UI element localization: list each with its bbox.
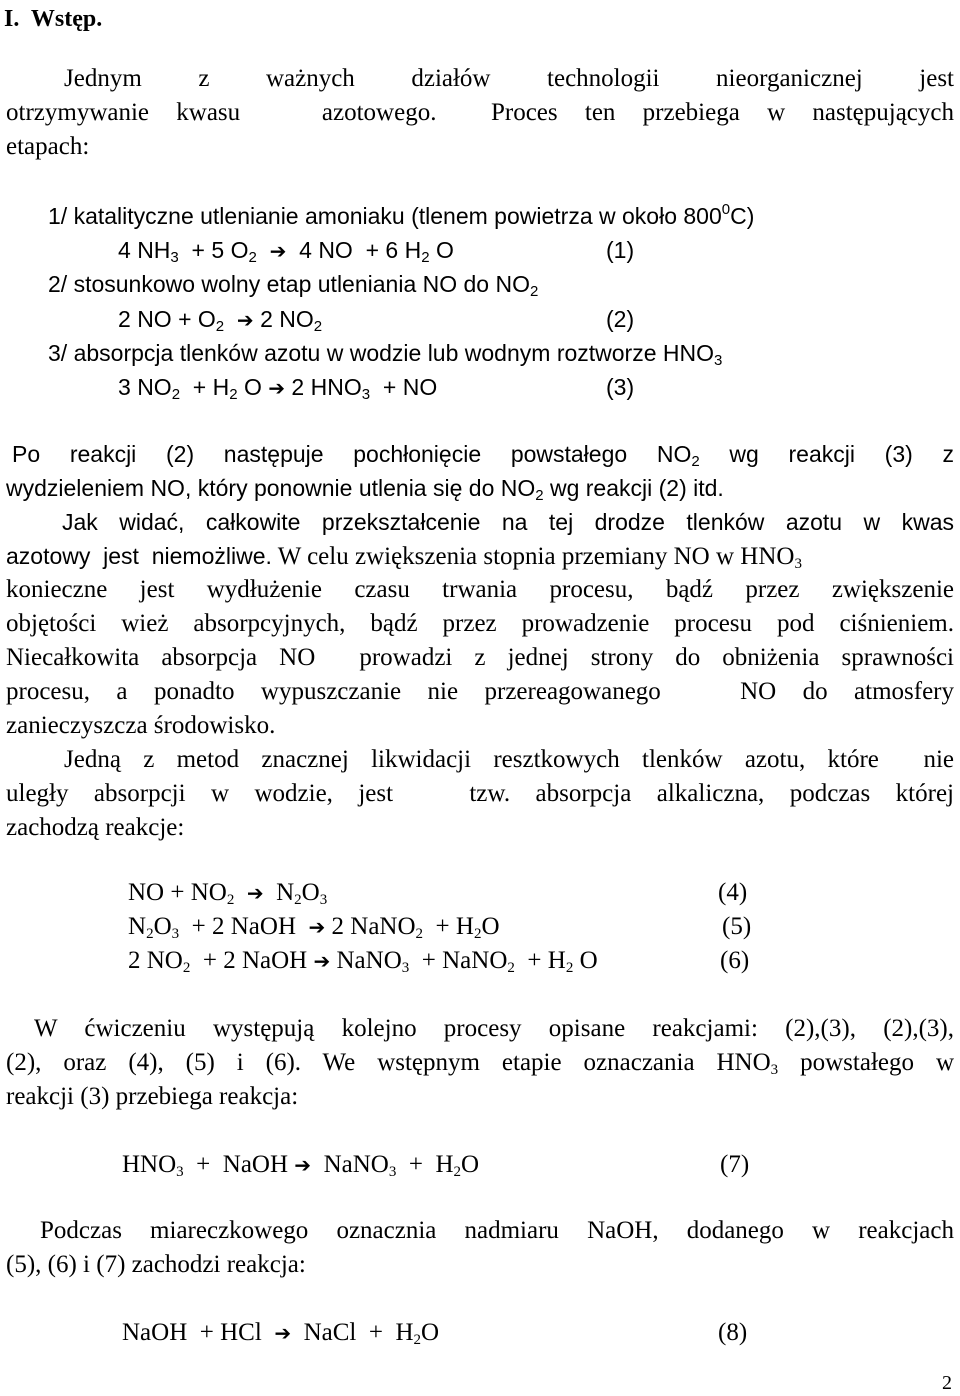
arrow-icon: ➔ — [246, 881, 264, 905]
reaction-3: 3 $NO_2 + H_2$ O ➔ 2 $HNO_3$ + NO — [118, 374, 438, 403]
reaction-4-number: (4) — [718, 879, 748, 906]
reaction-1-number: (1) — [606, 237, 635, 263]
paragraph-5-line-1: Podczas miareczkowego oznacznia nadmiaru NaOH, dodanego w reakcjach — [40, 1217, 954, 1244]
arrow-icon: ➔ — [268, 376, 286, 400]
arrow-icon: ➔ — [269, 239, 287, 263]
reaction-1: 4 $NH_3 + 5$ $O_2$ ➔ 4 NO + 6 $H_2$ O — [118, 237, 454, 266]
stage-2-text: 2/ stosunkowo wolny etap utleniania NO do $NO_2$ — [48, 271, 539, 300]
arrow-icon: ➔ — [294, 1153, 312, 1177]
paragraph-1-line-2: wydzieleniem NO, który ponownie utlenia się do $NO_2$ wg reakcji (2) itd. — [6, 475, 724, 504]
reaction-7-number: (7) — [720, 1151, 750, 1178]
paragraph-2-line-6: procesu, a ponadto wypuszczanie nie przereagowanego NO do atmosfery — [6, 678, 954, 705]
reaction-6: 2 $NO_2 + 2$ NaOH ➔ NaNO$_3$ + NaNO$_2$ + $H_2$ O — [128, 947, 598, 976]
reaction-5-number: (5) — [722, 913, 752, 940]
intro-line-1: Jednym z ważnych działów technologii nieorganicznej jest — [64, 65, 954, 92]
reaction-5: $N_2O_3 + 2$ NaOH ➔ 2 NaNO$_2$ + $H_2O$ — [128, 913, 500, 942]
reaction-7: $HNO_3$ + NaOH ➔ NaNO$_3$ + $H_2O$ — [122, 1151, 480, 1180]
paragraph-5-line-2: (5), (6) i (7) zachodzi reakcja: — [6, 1251, 306, 1278]
paragraph-3-line-2: uległy absorpcji w wodzie, jest tzw. absorpcja alkaliczna, podczas której — [6, 780, 954, 807]
paragraph-1-line-1: Po reakcji (2) następuje pochłonięcie powstałego $NO_2$ wg reakcji (3) z — [12, 441, 954, 470]
section-heading: I. Wstęp. — [4, 6, 103, 32]
page-number: 2 — [942, 1372, 952, 1394]
paragraph-2-line-1: Jak widać, całkowite przekształcenie na tej drodze tlenków azotu w kwas — [62, 509, 954, 535]
intro-line-2: otrzymywanie kwasu azotowego. Proces ten przebiega w następujących — [6, 99, 954, 126]
paragraph-2-line-4: objętości wież absorpcyjnych, bądź przez prowadzenie procesu pod ciśnieniem. — [6, 610, 954, 637]
stage-1-text: 1/ katalityczne utlenianie amoniaku (tlenem powietrza w około $800^0C$) — [48, 201, 755, 229]
arrow-icon: ➔ — [274, 1321, 292, 1345]
intro-line-3: etapach: — [6, 133, 90, 160]
reaction-8: NaOH + HCl ➔ NaCl + $H_2O$ — [122, 1319, 440, 1348]
reaction-8-number: (8) — [718, 1319, 748, 1346]
paragraph-2-line-5: Niecałkowita absorpcja NO prowadzi z jednej strony do obniżenia sprawności — [6, 644, 954, 671]
paragraph-2-line-3: konieczne jest wydłużenie czasu trwania procesu, bądź przez zwiększenie — [6, 576, 954, 603]
reaction-2: 2 NO + $O_2$ ➔ 2 $NO_2$ — [118, 306, 323, 335]
paragraph-2-line-7: zanieczyszcza środowisko. — [6, 712, 276, 739]
reaction-2-number: (2) — [606, 306, 635, 332]
reaction-3-number: (3) — [606, 374, 635, 400]
paragraph-4-line-1: W ćwiczeniu występują kolejno procesy opisane reakcjami: (2),(3), (2),(3), — [34, 1015, 954, 1042]
paragraph-4-line-3: reakcji (3) przebiega reakcja: — [6, 1083, 299, 1110]
paragraph-3-line-3: zachodzą reakcje: — [6, 814, 185, 841]
arrow-icon: ➔ — [308, 915, 326, 939]
paragraph-2-line-2: azotowy jest niemożliwe. W celu zwiększenia stopnia przemiany NO w $HNO_3$ — [6, 543, 802, 572]
paragraph-4-line-2: (2), oraz (4), (5) i (6). We wstępnym etapie oznaczania $HNO_3$ powstałego w — [6, 1049, 954, 1078]
arrow-icon: ➔ — [313, 949, 331, 973]
arrow-icon: ➔ — [236, 308, 254, 332]
reaction-4: NO + $NO_2$ ➔ $N_2O_3$ — [128, 879, 328, 908]
stage-3-text: 3/ absorpcja tlenków azotu w wodzie lub wodnym roztworze $HNO_3$ — [48, 340, 723, 369]
reaction-6-number: (6) — [720, 947, 750, 974]
paragraph-3-line-1: Jedną z metod znacznej likwidacji resztkowych tlenków azotu, które nie — [64, 746, 954, 773]
